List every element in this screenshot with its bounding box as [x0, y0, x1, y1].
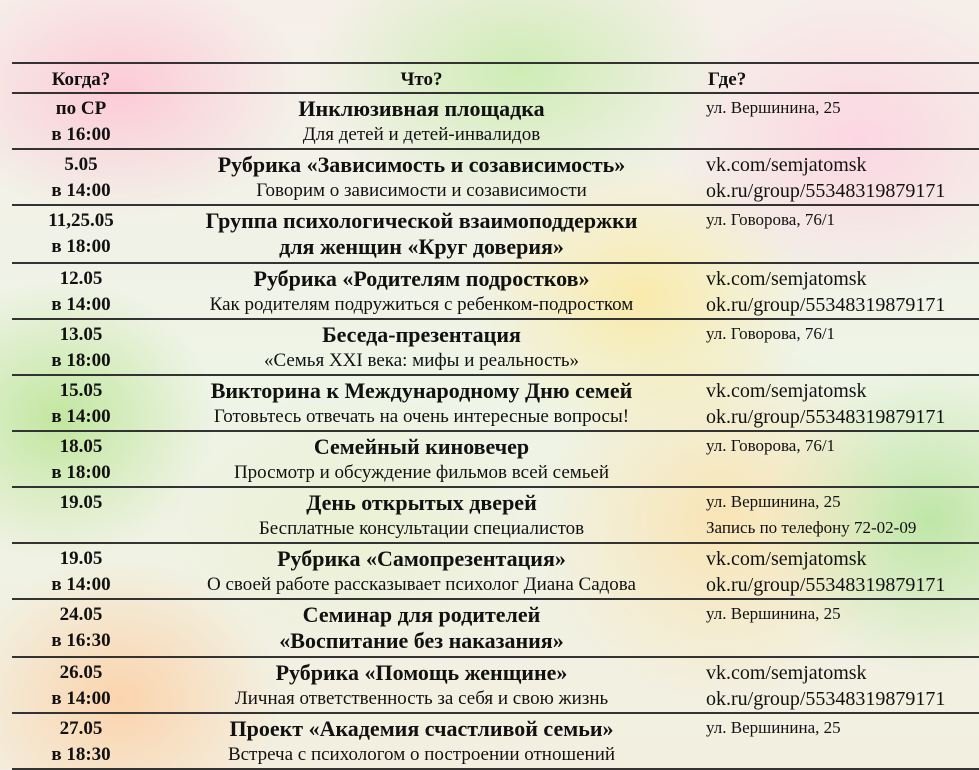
event-address: ул. Говорова, 76/1 — [706, 324, 836, 343]
table-header-row — [12, 64, 979, 94]
event-date-line: по СР — [55, 98, 107, 119]
event-date-line: в 16:30 — [51, 630, 111, 651]
event-location-cell — [693, 150, 979, 204]
event-date-line: 24.05 — [59, 604, 103, 625]
event-date-line: в 14:00 — [51, 180, 111, 201]
header-when: Когда? — [51, 69, 111, 90]
event-date-line: в 14:00 — [51, 406, 111, 427]
event-date-line: 11,25.05 — [48, 210, 114, 231]
event-subtitle: О своей работе рассказывает психолог Диана Садова — [207, 574, 636, 595]
table-row — [12, 658, 979, 714]
event-description-cell — [150, 94, 693, 148]
event-address: ул. Говорова, 76/1 — [706, 210, 836, 229]
event-subtitle: Личная ответственность за себя и свою жизнь — [234, 688, 609, 709]
event-link[interactable]: vk.com/semjatomsk — [706, 380, 867, 402]
event-title: Рубрика «Зависимость и созависимость» — [217, 152, 626, 177]
event-description-cell — [150, 600, 693, 656]
event-date-cell — [12, 94, 150, 148]
header-what: Что? — [400, 69, 443, 90]
table-row — [12, 714, 979, 770]
event-date-cell — [12, 714, 150, 768]
event-subtitle: «Семья XXI века: мифы и реальность» — [263, 350, 580, 371]
event-subtitle: Как родителям подружиться с ребенком-подростком — [209, 294, 634, 315]
event-date-cell — [12, 658, 150, 712]
event-subtitle: Встреча с психологом о построении отношений — [227, 744, 616, 765]
event-subtitle: Просмотр и обсуждение фильмов всей семьей — [233, 462, 610, 483]
event-date-line: 18.05 — [59, 436, 103, 457]
event-title: Группа психологической взаимоподдержки — [205, 208, 638, 233]
event-title: Инклюзивная площадка — [298, 96, 545, 121]
event-link[interactable]: ok.ru/group/55348319879171 — [706, 406, 946, 428]
event-link[interactable]: vk.com/semjatomsk — [706, 548, 867, 570]
event-title: «Воспитание без наказания» — [279, 628, 564, 653]
event-date-cell — [12, 264, 150, 318]
event-link[interactable]: ok.ru/group/55348319879171 — [706, 294, 946, 316]
event-title: Рубрика «Родителям подростков» — [253, 266, 590, 291]
event-location-cell — [693, 600, 979, 656]
event-date-line: в 18:30 — [51, 744, 111, 765]
event-address: ул. Вершинина, 25 — [706, 98, 841, 117]
event-address: Запись по телефону 72-02-09 — [706, 518, 917, 537]
event-date-cell — [12, 432, 150, 486]
event-address: ул. Вершинина, 25 — [706, 604, 841, 623]
event-location-cell — [693, 94, 979, 148]
schedule-table — [12, 62, 979, 770]
table-row — [12, 150, 979, 206]
event-title: Беседа-презентация — [322, 322, 521, 347]
event-date-line: в 18:00 — [51, 350, 111, 371]
event-title: Рубрика «Помощь женщине» — [275, 660, 568, 685]
event-date-cell — [12, 320, 150, 374]
table-row — [12, 206, 979, 264]
event-date-cell — [12, 376, 150, 430]
event-link[interactable]: ok.ru/group/55348319879171 — [706, 574, 946, 596]
table-row — [12, 264, 979, 320]
event-location-cell — [693, 320, 979, 374]
event-description-cell — [150, 432, 693, 486]
event-date-line: 12.05 — [59, 268, 103, 289]
event-location-cell — [693, 376, 979, 430]
event-link[interactable]: vk.com/semjatomsk — [706, 268, 867, 290]
event-link[interactable]: vk.com/semjatomsk — [706, 154, 867, 176]
event-description-cell — [150, 320, 693, 374]
event-title: Семинар для родителей — [302, 602, 541, 627]
event-date-line: в 16:00 — [51, 124, 111, 145]
event-subtitle: Бесплатные консультации специалистов — [258, 518, 585, 539]
header-where: Где? — [708, 69, 747, 90]
event-date-cell — [12, 600, 150, 656]
event-date-line: в 14:00 — [51, 688, 111, 709]
event-date-line: 19.05 — [59, 548, 103, 569]
event-location-cell — [693, 714, 979, 768]
table-body — [12, 94, 979, 770]
event-address: ул. Вершинина, 25 — [706, 718, 841, 737]
event-subtitle: Говорим о зависимости и созависимости — [256, 180, 587, 201]
event-address: ул. Говорова, 76/1 — [706, 436, 836, 455]
event-location-cell — [693, 544, 979, 598]
event-date-line: в 18:00 — [51, 236, 111, 257]
event-location-cell — [693, 432, 979, 486]
event-title: Рубрика «Самопрезентация» — [277, 546, 566, 571]
event-date-line: 19.05 — [59, 492, 103, 513]
table-row — [12, 544, 979, 600]
table-row — [12, 600, 979, 658]
event-description-cell — [150, 206, 693, 262]
event-date-cell — [12, 206, 150, 262]
event-date-line: в 14:00 — [51, 294, 111, 315]
event-date-line: 26.05 — [59, 662, 103, 683]
event-date-line: в 14:00 — [51, 574, 111, 595]
table-row — [12, 376, 979, 432]
event-date-line: 5.05 — [64, 154, 98, 175]
event-description-cell — [150, 150, 693, 204]
event-subtitle: Для детей и детей-инвалидов — [302, 124, 541, 145]
event-date-line: 27.05 — [59, 718, 103, 739]
event-title: Проект «Академия счастливой семьи» — [229, 716, 614, 741]
event-date-cell — [12, 150, 150, 204]
event-link[interactable]: ok.ru/group/55348319879171 — [706, 180, 946, 202]
event-subtitle: Готовьтесь отвечать на очень интересные вопросы! — [213, 406, 630, 427]
event-title: День открытых дверей — [306, 490, 537, 515]
table-row — [12, 320, 979, 376]
event-location-cell — [693, 264, 979, 318]
event-title: Викторина к Международному Дню семей — [210, 378, 633, 403]
event-description-cell — [150, 264, 693, 318]
event-description-cell — [150, 488, 693, 542]
event-date-cell — [12, 544, 150, 598]
table-row — [12, 488, 979, 544]
event-date-line: 15.05 — [59, 380, 103, 401]
event-location-cell — [693, 206, 979, 262]
event-location-cell — [693, 488, 979, 542]
event-description-cell — [150, 376, 693, 430]
event-date-line: 13.05 — [59, 324, 103, 345]
event-location-cell — [693, 658, 979, 712]
event-title: Семейный киновечер — [313, 434, 530, 459]
event-address: ул. Вершинина, 25 — [706, 492, 841, 511]
event-description-cell — [150, 658, 693, 712]
event-link[interactable]: vk.com/semjatomsk — [706, 662, 867, 684]
table-row — [12, 94, 979, 150]
event-description-cell — [150, 714, 693, 768]
event-description-cell — [150, 544, 693, 598]
event-date-cell — [12, 488, 150, 542]
event-title: для женщин «Круг доверия» — [279, 234, 564, 259]
event-link[interactable]: ok.ru/group/55348319879171 — [706, 688, 946, 710]
table-row — [12, 432, 979, 488]
event-date-line: в 18:00 — [51, 462, 111, 483]
